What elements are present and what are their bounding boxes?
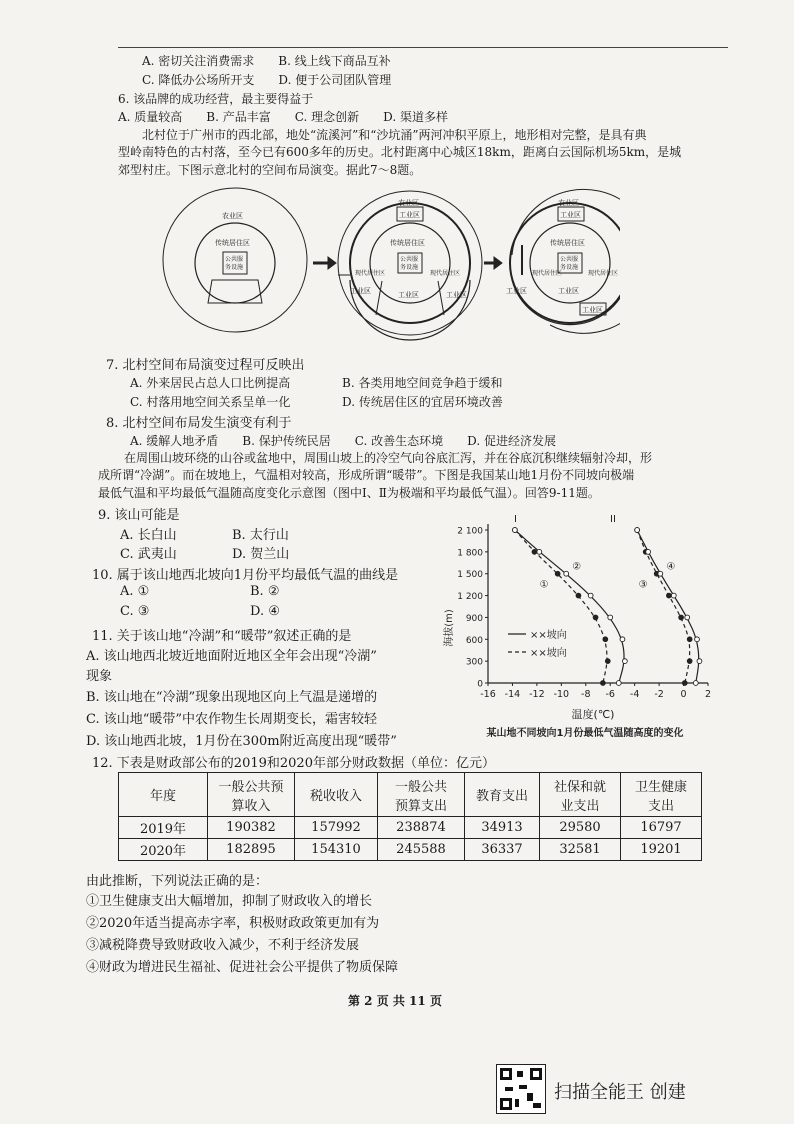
q7-stem: 7. 北村空间布局演变过程可反映出 — [106, 358, 305, 373]
q11-option-a-cont: 现象 — [86, 669, 113, 684]
chart-series-label-4: ④ — [666, 561, 676, 573]
chart-y-tick-label: 0 — [477, 679, 483, 690]
chart-title: 某山地不同坡向1月份最低气温随高度的变化 — [486, 728, 684, 739]
cell-2019-social: 29580 — [540, 817, 621, 839]
chart-series-label-1: ① — [539, 579, 549, 591]
chart-x-tick-label: -8 — [581, 689, 591, 700]
cell-2019-health: 16797 — [621, 817, 702, 839]
page-number: 第 2 页 共 11 页 — [348, 994, 442, 1008]
village-layout-diagram — [150, 185, 620, 345]
chart-x-tick-label: 0 — [680, 689, 687, 700]
chart-point — [608, 615, 613, 620]
stage2-industry-right-label: 工业区 — [446, 291, 467, 299]
q6-options: A. 质量较高 B. 产品丰富 C. 理念创新 D. 渠道多样 — [118, 110, 448, 124]
stage3-industry-bottom-label: 工业区 — [558, 287, 579, 295]
q9-stem: 9. 该山可能是 — [98, 508, 180, 523]
chart-point — [679, 615, 684, 620]
chart-y-tick-label: 1 500 — [457, 570, 483, 581]
table-row — [119, 817, 702, 839]
q12-item-4: ④财政为增进民生福祉、促进社会公平提供了物质保障 — [86, 960, 399, 975]
stage1-agri-label: 农业区 — [222, 212, 243, 220]
q12-stem: 12. 下表是财政部公布的2019和2020年部分财政数据（单位：亿元） — [92, 756, 495, 771]
cell-2020-education: 36337 — [465, 839, 540, 861]
chart-y-tick-label: 600 — [465, 635, 483, 646]
chart-series-label-2: ② — [572, 561, 582, 573]
stage2-agri-label: 农业区 — [398, 199, 419, 207]
legend-dashed-label: ××坡向 — [530, 648, 567, 659]
layout-stage-1 — [163, 188, 307, 332]
chart-point — [671, 593, 676, 598]
stage2-industry-left-label: 工业区 — [350, 287, 371, 295]
cell-2020-social: 32581 — [540, 839, 621, 861]
stage3-industry-right-label: 工业区 — [582, 306, 603, 314]
passage-line-3: 郊型村庄。下图示意北村的空间布局演变。据此7～8题。 — [118, 163, 422, 177]
stage2-resid-label: 传统居住区 — [390, 239, 425, 247]
arrow-1 — [313, 257, 336, 269]
chart-x-tick-label: -14 — [504, 689, 521, 700]
stage1-public-label-2: 务设施 — [225, 264, 244, 271]
q7-option-d: D. 传统居住区的宜居环境改善 — [342, 395, 503, 409]
table-header-year: 年度 — [119, 773, 208, 817]
stage3-modern-left-label: 现代居住区 — [532, 270, 563, 277]
stage2-public-label-1: 公共服 — [400, 256, 419, 263]
q11-option-c: C. 该山地“暖带”中农作物生长周期变长，霜害较轻 — [86, 712, 378, 727]
chart-point — [593, 615, 598, 620]
chart-x-tick-label: -2 — [654, 689, 664, 700]
table-header-social: 社保和就 业支出 — [540, 773, 621, 817]
q6-stem: 6. 该品牌的成功经营，最主要得益于 — [118, 92, 314, 106]
q11-stem: 11. 关于该山地“冷湖”和“暖带”叙述正确的是 — [92, 629, 352, 644]
cell-2019-education: 34913 — [465, 817, 540, 839]
cold-lake-line-2: 成所谓“冷湖”。而在坡地上，气温相对较高，形成所谓“暖带”。下图是我国某山地1月份不同坡向极端 — [98, 468, 635, 482]
cold-lake-line-3: 最低气温和平均最低气温随高度变化示意图（图中Ⅰ、Ⅱ为极端和平均最低气温）。回答9-11题。 — [98, 486, 600, 500]
q9-option-b: B. 太行山 — [232, 528, 289, 543]
chart-point — [687, 637, 692, 642]
cell-2019-expenditure: 238874 — [378, 817, 465, 839]
table-header-education: 教育支出 — [465, 773, 540, 817]
chart-y-tick-label: 900 — [465, 613, 483, 624]
chart-y-tick-label: 1 800 — [457, 548, 483, 559]
header-rule — [118, 47, 728, 48]
qr-code-icon — [496, 1064, 546, 1114]
chart-group-label-2: II — [610, 514, 616, 525]
q7-option-c: C. 村落用地空间关系呈单一化 — [130, 395, 291, 409]
q11-option-b: B. 该山地在“冷湖”现象出现地区向上气温是递增的 — [86, 690, 378, 705]
cell-2019-revenue: 190382 — [208, 817, 295, 839]
stage3-resid-label: 传统居住区 — [550, 239, 585, 247]
passage-line-1: 北村位于广州市的西北部，地处“流溪河”和“沙坑涌”两河冲积平原上，地形相对完整，是具有典 — [142, 128, 647, 142]
chart-point — [555, 571, 560, 576]
chart-xlabel: 温度(℃) — [571, 708, 615, 721]
q10-option-d: D. ④ — [250, 604, 280, 619]
q11-option-a: A. 该山地西北坡近地面附近地区全年会出现“冷湖” — [86, 649, 377, 664]
arrow-2 — [484, 257, 502, 269]
chart-ylabel: 海拔(m) — [444, 609, 455, 647]
cell-2020-tax: 154310 — [295, 839, 378, 861]
q10-stem: 10. 属于该山地西北坡向1月份平均最低气温的曲线是 — [92, 568, 399, 583]
chart-x-tick-label: -4 — [629, 689, 640, 700]
table-row — [119, 839, 702, 861]
stage3-modern-right-label: 现代居住区 — [588, 270, 619, 277]
chart-x-tick-label: -10 — [553, 689, 570, 700]
chart-x-tick-label: 2 — [704, 689, 712, 700]
temperature-altitude-chart — [430, 508, 730, 748]
stage3-agri-label: 农业区 — [558, 199, 579, 207]
chart-x-tick-label: -16 — [480, 689, 496, 700]
chart-point — [616, 681, 621, 686]
stage3-industry-left-label: 工业区 — [506, 287, 527, 295]
chart-point — [564, 571, 569, 576]
chart-point — [605, 659, 610, 664]
passage-line-2: 型岭南特色的古村落，至今已有600多年的历史。北村距离中心城区18km，距离白云国际机场5km，是城 — [118, 145, 682, 159]
chart-point — [687, 659, 692, 664]
chart-point — [685, 615, 690, 620]
chart-point — [512, 528, 517, 533]
q8-stem: 8. 北村空间布局发生演变有利于 — [106, 416, 292, 431]
chart-series-line-1 — [515, 530, 607, 683]
stage1-public-label-1: 公共服 — [225, 256, 244, 263]
chart-point — [666, 593, 671, 598]
chart-x-tick-label: -12 — [529, 689, 545, 700]
q12-item-1: ①卫生健康支出大幅增加，抑制了财政收入的增长 — [86, 894, 373, 909]
scanner-watermark: 扫描全能王 创建 — [554, 1082, 686, 1103]
prev-options-line-1: A. 密切关注消费需求 B. 线上线下商品互补 — [142, 54, 391, 68]
chart-point — [620, 637, 625, 642]
chart-point — [576, 593, 581, 598]
cell-2020-revenue: 182895 — [208, 839, 295, 861]
cell-2019-year: 2019年 — [119, 817, 208, 839]
chart-group-label-1: I — [514, 514, 517, 525]
q12-item-2: ②2020年适当提高赤字率，积极财政政策更加有为 — [86, 916, 380, 931]
finance-table — [118, 772, 702, 861]
chart-y-tick-label: 300 — [465, 657, 483, 668]
legend-solid-label: ××坡向 — [530, 630, 567, 641]
chart-x-tick-label: -6 — [605, 689, 615, 700]
table-header-health: 卫生健康 支出 — [621, 773, 702, 817]
cold-lake-line-1: 在周围山坡环绕的山谷或盆地中，周围山坡上的冷空气向谷底汇泻，并在谷底沉积继续辐射冷却，形 — [124, 451, 653, 465]
q10-option-c: C. ③ — [120, 604, 150, 619]
chart-point — [635, 528, 640, 533]
chart-point — [646, 549, 651, 554]
q12-conclude: 由此推断，下列说法正确的是： — [86, 874, 269, 889]
cell-2019-tax: 157992 — [295, 817, 378, 839]
stage3-industry-top-label: 工业区 — [560, 211, 581, 219]
stage2-industry-top-label: 工业区 — [399, 211, 420, 219]
chart-point — [693, 681, 698, 686]
chart-legend — [508, 628, 567, 659]
table-header-expenditure: 一般公共 预算支出 — [378, 773, 465, 817]
q9-option-d: D. 贺兰山 — [232, 547, 290, 562]
stage2-modern-left-label: 现代居住区 — [355, 270, 386, 277]
q12-item-3: ③减税降费导致财政收入减少，不利于经济发展 — [86, 938, 360, 953]
q7-option-a: A. 外来居民占总人口比例提高 — [130, 376, 291, 390]
stage3-public-label-2: 务设施 — [560, 264, 579, 271]
table-header-revenue: 一般公共预 算收入 — [208, 773, 295, 817]
q10-option-b: B. ② — [250, 584, 280, 599]
chart-series-label-3: ③ — [638, 579, 648, 591]
table-header-row — [119, 773, 702, 817]
prev-options-line-2: C. 降低办公场所开支 D. 便于公司团队管理 — [142, 73, 392, 87]
q9-option-a: A. 长白山 — [120, 528, 177, 543]
layout-stage-2 — [338, 191, 482, 340]
table-header-tax: 税收收入 — [295, 773, 378, 817]
layout-stage-3 — [506, 189, 620, 333]
stage1-resid-label: 传统居住区 — [215, 239, 250, 247]
chart-point — [537, 549, 542, 554]
chart-point — [658, 571, 663, 576]
chart-point — [697, 659, 702, 664]
chart-y-tick-label: 1 200 — [457, 592, 483, 603]
chart-y-tick-label: 2 100 — [457, 526, 483, 537]
chart-point — [600, 681, 605, 686]
chart-point — [682, 681, 687, 686]
chart-point — [603, 637, 608, 642]
q10-option-a: A. ① — [120, 584, 150, 599]
cell-2020-year: 2020年 — [119, 839, 208, 861]
chart-point — [695, 637, 700, 642]
chart-point — [588, 593, 593, 598]
q11-option-d: D. 该山地西北坡，1月份在300m附近高度出现“暖带” — [86, 734, 397, 749]
stage2-industry-bottom-label: 工业区 — [398, 291, 419, 299]
stage3-public-label-1: 公共服 — [560, 256, 579, 263]
cell-2020-expenditure: 245588 — [378, 839, 465, 861]
stage2-public-label-2: 务设施 — [400, 264, 419, 271]
stage2-modern-right-label: 现代居住区 — [430, 270, 461, 277]
chart-point — [622, 659, 627, 664]
cell-2020-health: 19201 — [621, 839, 702, 861]
q9-option-c: C. 武夷山 — [120, 547, 177, 562]
q7-option-b: B. 各类用地空间竞争趋于缓和 — [342, 376, 503, 390]
q8-options: A. 缓解人地矛盾 B. 保护传统民居 C. 改善生态环境 D. 促进经济发展 — [130, 434, 556, 448]
chart-point — [532, 549, 537, 554]
